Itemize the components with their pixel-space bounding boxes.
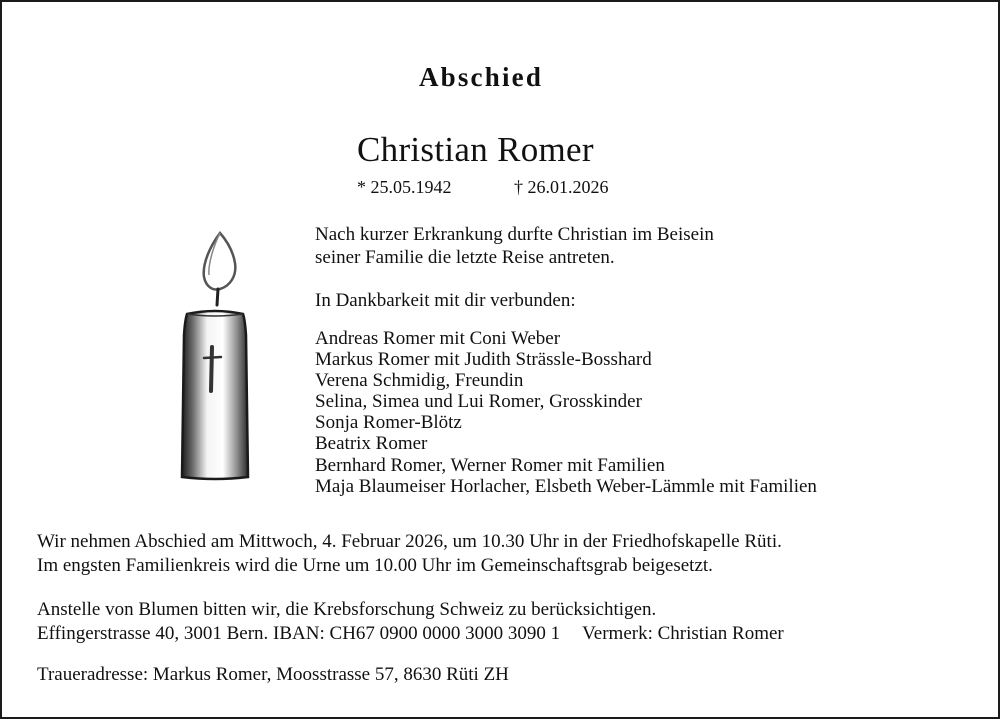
- intro-text: [315, 223, 714, 269]
- notice-line: Wir nehmen Abschied am Mittwoch, 4. Februar 2026, um 10.30 Uhr in der Friedhofskapelle Rüti.: [37, 531, 782, 552]
- candle-icon: [175, 225, 255, 490]
- mourner-entry: Verena Schmidig, Freundin: [315, 370, 524, 392]
- bank-details: Effingerstrasse 40, 3001 Bern. IBAN: CH67 0900 0000 3000 3090 1: [37, 623, 561, 644]
- notice-line: Im engsten Familienkreis wird die Urne um 10.00 Uhr im Gemeinschaftsgrab beigesetzt.: [37, 555, 713, 576]
- bank-details-line: [37, 622, 784, 646]
- mourner-entry: Maja Blaumeiser Horlacher, Elsbeth Weber-Lämmle mit Familien: [315, 475, 817, 497]
- donation-info: [37, 598, 784, 646]
- mourner-entry: Selina, Simea und Lui Romer, Grosskinder: [315, 391, 642, 413]
- mourner-entry: Beatrix Romer: [315, 433, 428, 455]
- mourner-entry: Sonja Romer-Blötz: [315, 412, 462, 434]
- deceased-name: Christian Romer: [357, 130, 594, 169]
- mourners-list: [315, 328, 817, 497]
- death-date: † 26.01.2026: [514, 177, 609, 197]
- mourner-entry: Markus Romer mit Judith Strässle-Bosshard: [315, 349, 652, 371]
- mourner-entry: Bernhard Romer, Werner Romer mit Familien: [315, 454, 665, 476]
- intro-line: seiner Familie die letzte Reise antreten.: [315, 247, 615, 268]
- donation-memo: Vermerk: Christian Romer: [582, 623, 784, 644]
- birth-date: * 25.05.1942: [357, 177, 452, 197]
- farewell-notice: [37, 530, 782, 578]
- donation-request: Anstelle von Blumen bitten wir, die Krebsforschung Schweiz zu berücksichtigen.: [37, 599, 657, 620]
- mourner-entry: Andreas Romer mit Coni Weber: [315, 328, 561, 349]
- mourning-address: Traueradresse: Markus Romer, Moosstrasse 57, 8630 Rüti ZH: [37, 664, 509, 685]
- intro-line: Nach kurzer Erkrankung durfte Christian im Beisein: [315, 224, 714, 245]
- thanks-line: In Dankbarkeit mit dir verbunden:: [315, 290, 576, 311]
- page-title: Abschied: [418, 62, 544, 92]
